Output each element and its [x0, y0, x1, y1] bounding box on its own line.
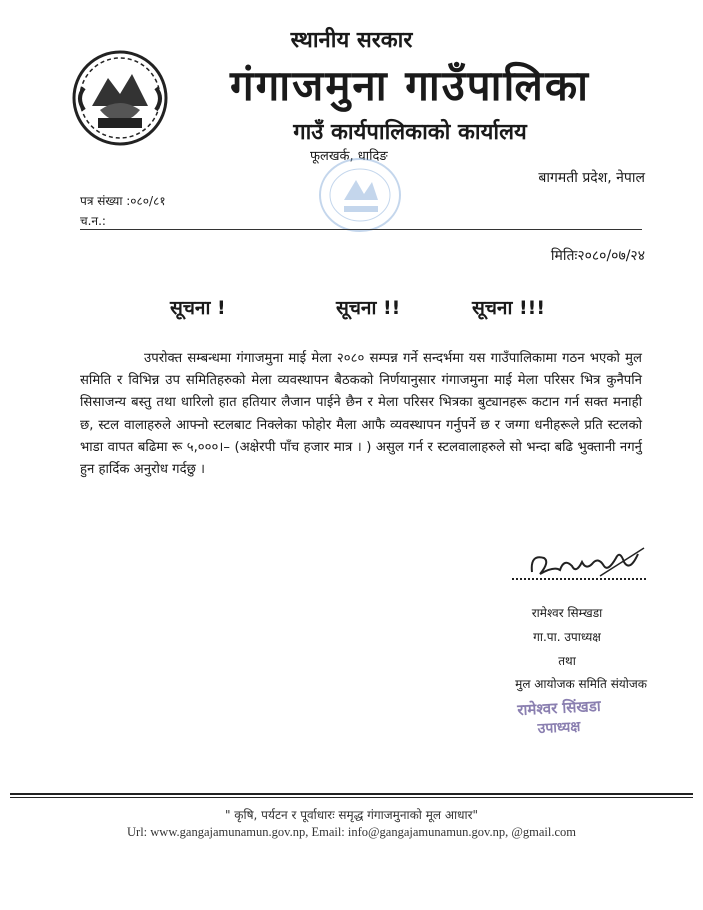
signature-line: [512, 578, 646, 580]
notice-heading-1: सूचना !: [170, 297, 226, 319]
header-divider: [80, 229, 642, 230]
signatory-role: मुल आयोजक समिति संयोजक: [515, 677, 647, 691]
municipality-title: गंगाजमुना गाउँपालिका: [229, 61, 591, 110]
signatory-name: रामेश्वर सिम्खडा: [531, 606, 603, 620]
notice-body: उपरोक्त सम्बन्धमा गंगाजमुना माई मेला २०८० सम्पन्न गर्ने सन्दर्भमा यस गाउँपालिकामा गठन भएको मुल समिति र विभिन्न उप समितिहरुको मेला व्यवस्थापन बैठकको निर्णयानुसार गंगाजमुना माई मेला परिसर भित्र कुनैपनि सिसाजन्य बस्तु तथा धारिलो हात हतियार लैजान पाईने छैन र मेला परिसर भित्रका बुट्यानहरू कटान गर्न सक्त मनाही छ, स्टल वालाहरुले आफ्नो स्टलबाट निक्लेका फोहोर मैला आफै व्यवस्थापन गर्नुपर्ने छ र जग्गा धनीहरूले प्रति स्टलको भाडा वापत बढिमा रू ५,०००।– (अक्षेरपी पाँच हजार मात्र । ) असुल गर्न र स्टलवालाहरुले सो भन्दा बढि भुक्तानी नगर्नु हुन हार्दिक अनुरोध गर्दछु ।: [80, 351, 642, 478]
stamp-title: उपाध्यक्ष: [537, 718, 581, 738]
footer-divider: [10, 793, 693, 795]
dispatch-number: च.न.:: [80, 214, 106, 228]
footer-contact: Url: www.gangajamunamun.gov.np, Email: info@gangajamunamun.gov.np, @gmail.com: [127, 825, 576, 839]
stamp-name: रामेश्वर सिंखडा: [516, 696, 602, 720]
office-seal-icon: [300, 150, 420, 240]
signature-mark: [520, 536, 650, 596]
notice-heading-2: सूचना !!: [336, 297, 401, 319]
letter-number: पत्र संख्या :०८०/८१: [80, 194, 166, 208]
signatory-conjunction: तथा: [558, 654, 576, 668]
footer-motto: " कृषि, पर्यटन र पूर्वाधारः समृद्ध गंगाजमुनाको मूल आधार": [224, 808, 479, 822]
footer-divider-thin: [10, 797, 693, 798]
office-title: गाउँ कार्यपालिकाको कार्यालय: [293, 120, 527, 145]
government-label: स्थानीय सरकार: [290, 28, 413, 53]
office-location: फूलखर्क, धादिङ: [310, 149, 388, 164]
province-label: बागमती प्रदेश, नेपाल: [538, 170, 645, 186]
signatory-title: गा.पा. उपाध्यक्ष: [533, 630, 601, 644]
notice-heading-3: सूचना !!!: [472, 297, 545, 319]
letter-date: मितिः२०८०/०७/२४: [550, 248, 645, 264]
